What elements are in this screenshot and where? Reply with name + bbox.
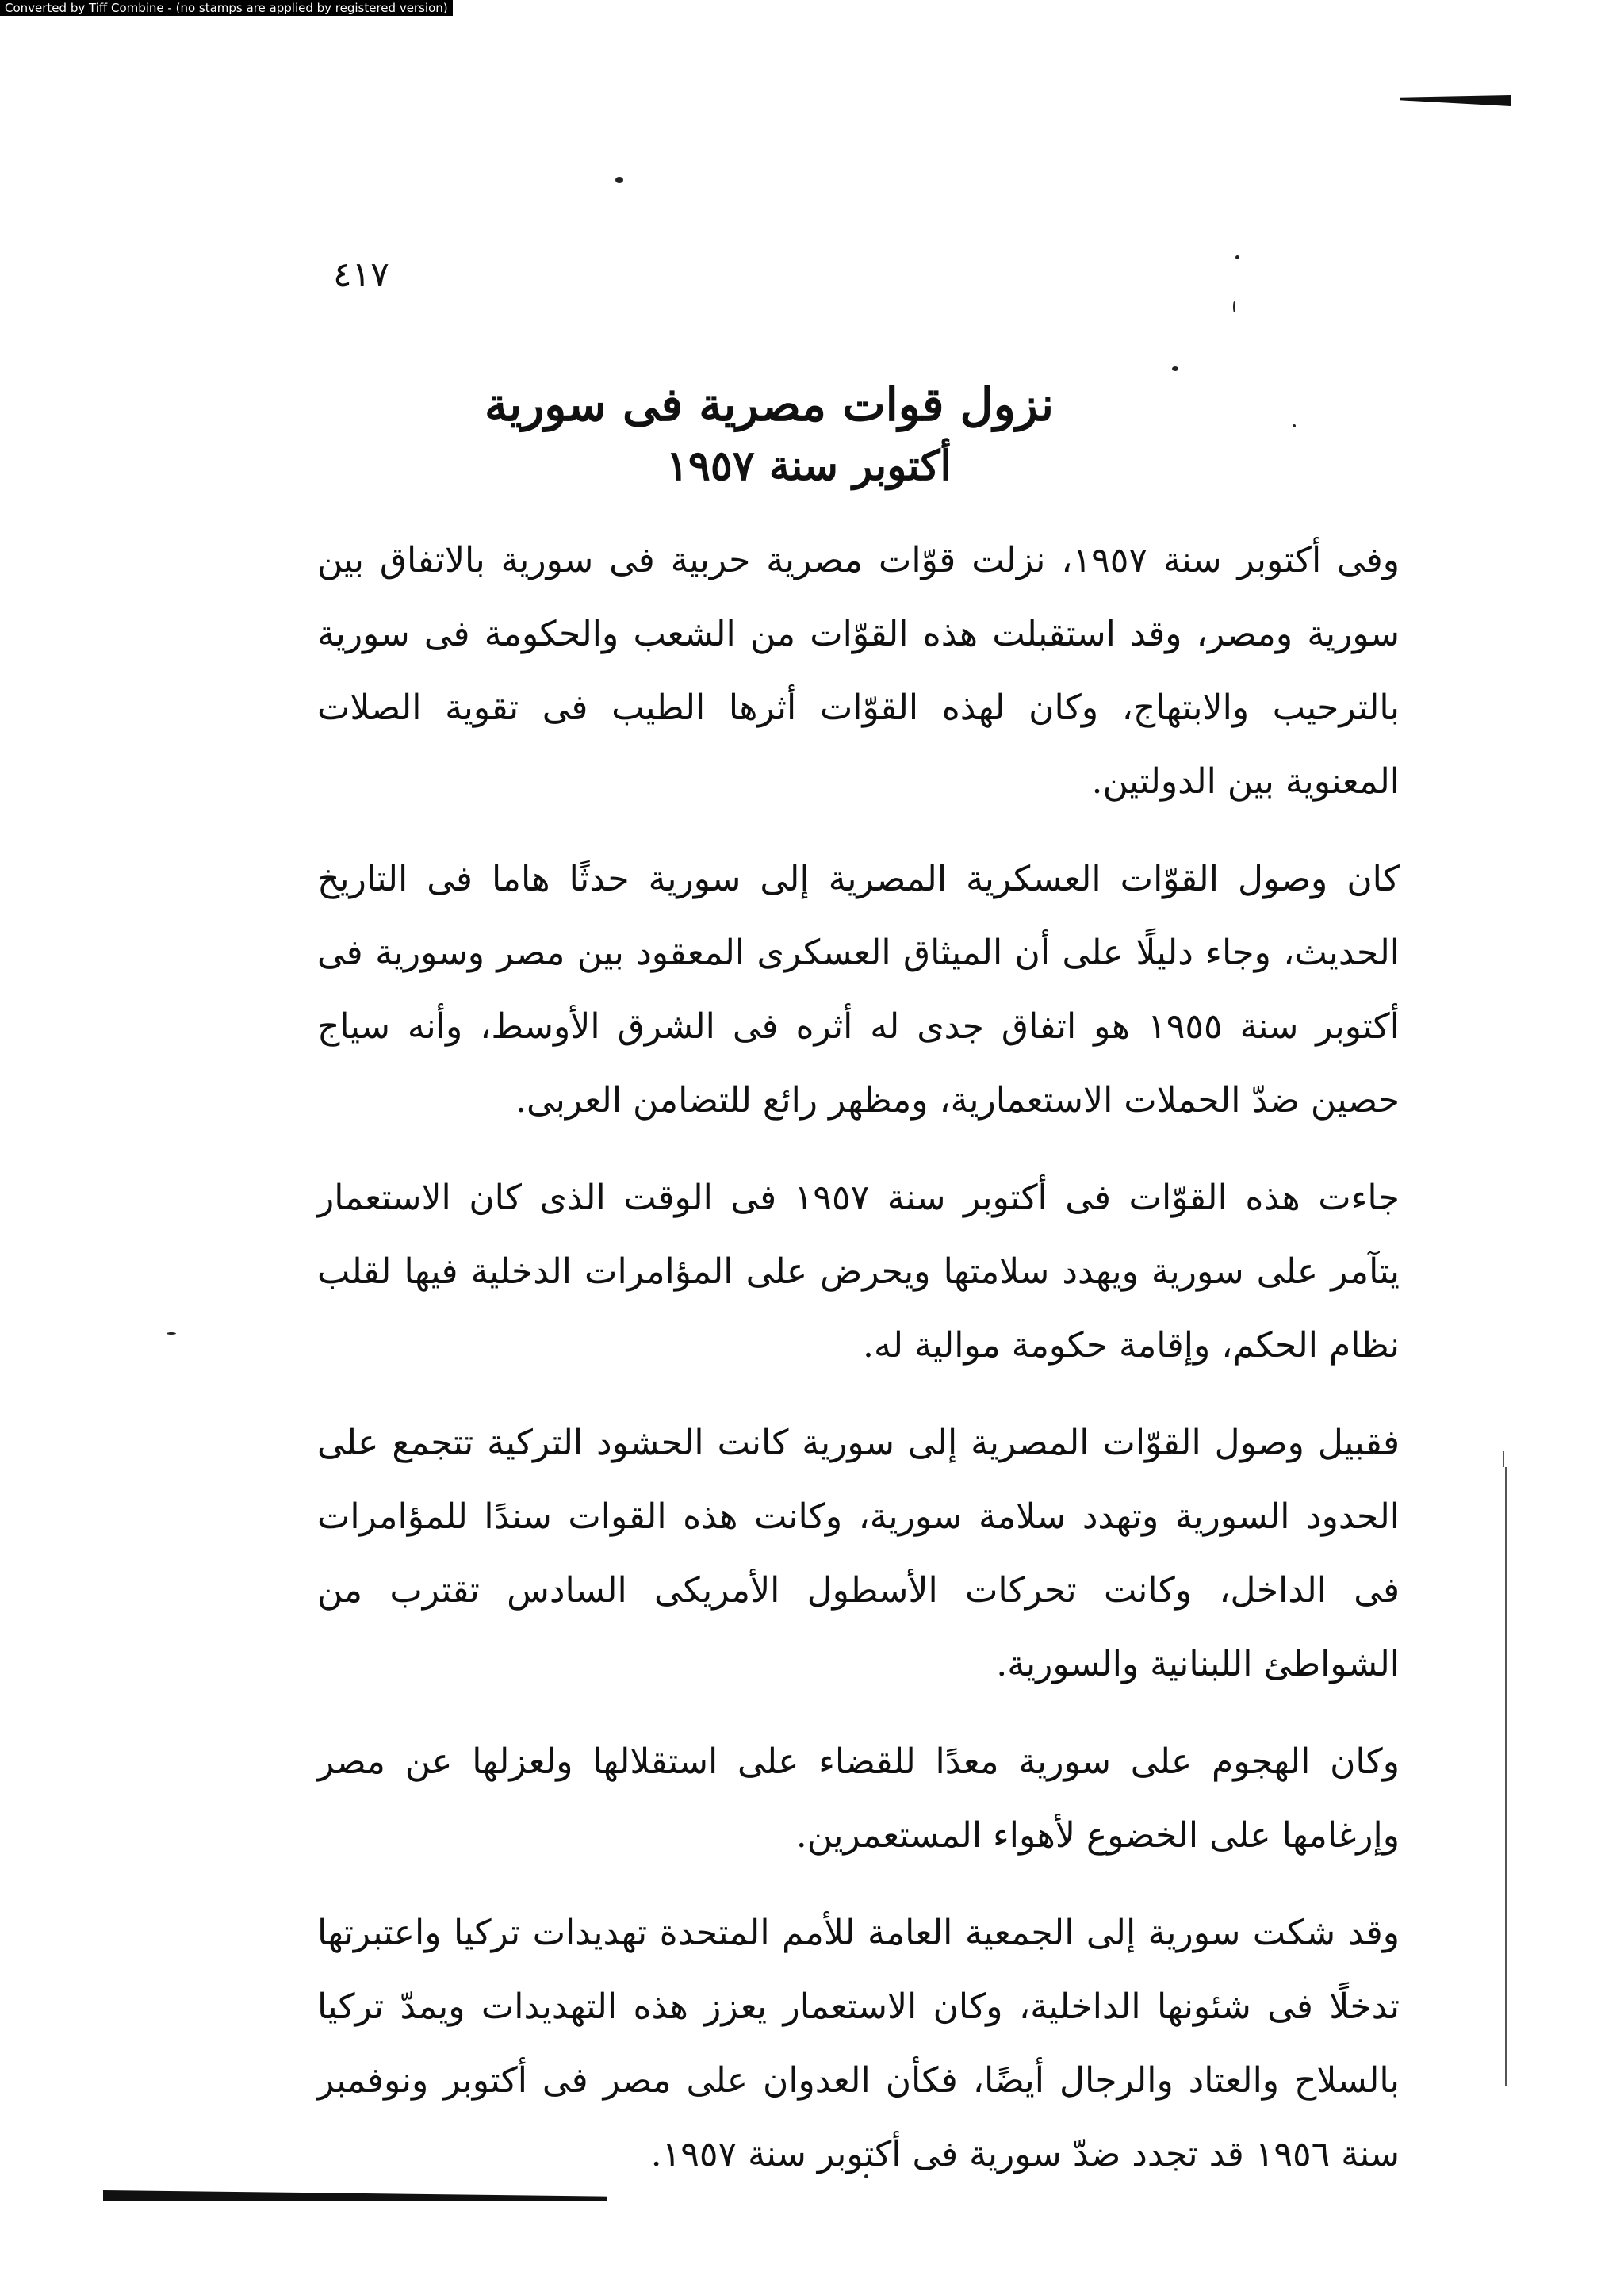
page-number: ٤١٧	[333, 255, 389, 295]
scan-speck	[1233, 301, 1235, 312]
converter-banner: Converted by Tiff Combine - (no stamps are applied by registered version)	[0, 0, 453, 16]
top-decorative-rule	[1400, 95, 1511, 106]
scan-speck	[1235, 255, 1239, 259]
page-subtitle: أكتوبر سنة ١٩٥٧	[666, 442, 952, 490]
page-title: نزول قوات مصرية فى سورية	[485, 377, 1054, 431]
scan-margin-line	[1503, 1451, 1504, 1467]
scan-speck	[1172, 366, 1178, 371]
paragraph: وفى أكتوبر سنة ١٩٥٧، نزلت قوّات مصرية حربية فى سورية بالاتفاق بين سورية ومصر، وقد استقبلت هذه القوّات من الشعب والحكومة فى سورية بالترحيب والابتهاج، وكان لهذه القوّات أثرها الطيب فى تقوية الصلات المعنوية بين الدولتين.	[317, 540, 1400, 802]
paragraph: فقبيل وصول القوّات المصرية إلى سورية كانت الحشود التركية تتجمع على الحدود السورية وتهدد سلامة سورية، وكانت هذه القوات سندًا للمؤامرات فى الداخل، وكانت تحركات الأسطول الأمريكى السادس تقترب من الشواطئ اللبنانية والسورية.	[317, 1423, 1400, 1684]
title-block	[333, 373, 1404, 496]
paragraph: كان وصول القوّات العسكرية المصرية إلى سورية حدثًا هاما فى التاريخ الحديث، وجاء دليلًا على أن الميثاق العسكرى المعقود بين مصر وسورية فى أكتوبر سنة ١٩٥٥ هو اتفاق جدى له أثره فى الشرق الأوسط، وأنه سياج حصين ضدّ الحملات الاستعمارية، ومظهر رائع للتضامن العربى.	[317, 859, 1400, 1121]
scan-speck	[615, 177, 623, 183]
body-text	[317, 523, 1400, 2215]
scan-speck	[167, 1332, 176, 1335]
paragraph: وقد شكت سورية إلى الجمعية العامة للأمم المتحدة تهديدات تركيا واعتبرتها تدخلًا فى شئونها الداخلية، وكان الاستعمار يعزز هذه التهديدات ويمدّ تركيا بالسلاح والعتاد والرجال أيضًا، فكأن العدوان على مصر فى أكتوبر ونوفمبر سنة ١٩٥٦ قد تجدد ضدّ سورية فى أكتوبر سنة ١٩٥٧.	[317, 1913, 1400, 2174]
paragraph: وكان الهجوم على سورية معدًا للقضاء على استقلالها ولعزلها عن مصر وإرغامها على الخضوع لأهواء المستعمرين.	[317, 1741, 1400, 1856]
scan-margin-line	[1505, 1467, 1507, 2086]
paragraph: جاءت هذه القوّات فى أكتوبر سنة ١٩٥٧ فى الوقت الذى كان الاستعمار يتآمر على سورية ويهدد سلامتها ويحرض على المؤامرات الدخلية فيها لقلب نظام الحكم، وإقامة حكومة موالية له.	[317, 1178, 1400, 1366]
